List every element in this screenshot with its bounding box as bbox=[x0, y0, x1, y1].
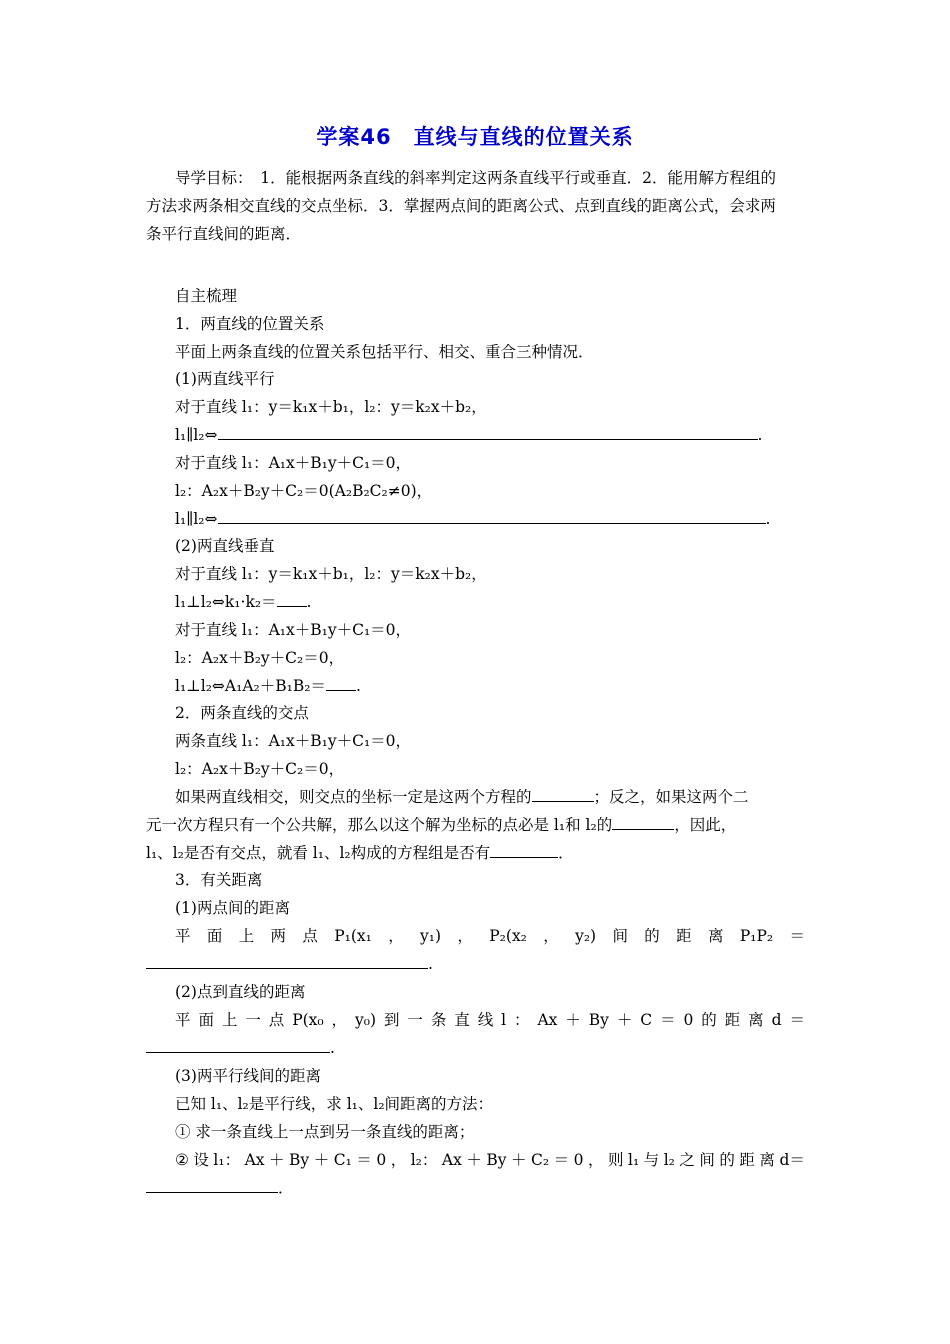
formula-token: Ax bbox=[441, 1151, 462, 1169]
formula-token: P₁(x₁ bbox=[334, 927, 372, 945]
formula-token: ， bbox=[390, 1151, 407, 1169]
formula-token: 面 bbox=[206, 927, 223, 945]
answer-blank[interactable] bbox=[326, 676, 356, 691]
formula-token: 0 bbox=[573, 1151, 584, 1169]
formula-token: d bbox=[771, 1011, 782, 1029]
formula-token: 离 bbox=[748, 1011, 764, 1029]
s3-d3-line-1: 已知 l₁、l₂是平行线，求 l₁、l₂间距离的方法： bbox=[175, 1095, 494, 1113]
formula-token: ， bbox=[457, 927, 473, 945]
formula-token: By bbox=[588, 1011, 609, 1029]
s3-d1-answer-line: . bbox=[146, 954, 806, 974]
formula-token: ＋ bbox=[510, 1151, 527, 1169]
cond-text: l₁∥l₂⇔ bbox=[175, 510, 218, 528]
answer-blank[interactable] bbox=[146, 954, 428, 969]
formula-token: 到 bbox=[383, 1011, 400, 1029]
formula-token: P₂(x₂ bbox=[489, 927, 527, 945]
formula-token: By bbox=[289, 1151, 310, 1169]
formula-token: ， bbox=[587, 1151, 604, 1169]
formula-token: ： bbox=[514, 1011, 530, 1029]
s3-d1-heading: (1)两点间的距离 bbox=[175, 899, 290, 917]
s3-d3-answer-line bbox=[146, 1178, 806, 1198]
s1-parallel-heading: (1)两直线平行 bbox=[175, 370, 275, 388]
formula-token: 平 bbox=[175, 1011, 191, 1029]
answer-blank[interactable] bbox=[146, 1038, 330, 1053]
answer-blank[interactable] bbox=[532, 787, 594, 802]
formula-token: y₀) bbox=[354, 1011, 377, 1029]
s3-d3-heading: (3)两平行线间的距离 bbox=[175, 1067, 321, 1085]
formula-token: 一 bbox=[245, 1011, 261, 1029]
s1-parallel-line-1: 对于直线 l₁：y＝k₁x＋b₁，l₂：y＝k₂x＋b₂， bbox=[175, 398, 487, 416]
goals-line-2: 方法求两条相交直线的交点坐标．3．掌握两点间的距离公式、点到直线的距离公式，会求两 bbox=[146, 197, 776, 215]
formula-token: 离 bbox=[759, 1151, 775, 1169]
formula-token: 与 bbox=[643, 1151, 660, 1169]
formula-token: y₂) bbox=[575, 927, 597, 945]
s1-perp-heading: (2)两直线垂直 bbox=[175, 537, 275, 555]
cond-text: l₁⊥l₂⇔A₁A₂＋B₁B₂＝ bbox=[175, 677, 326, 695]
end-dot: ． bbox=[278, 1179, 294, 1197]
formula-token: ＝ bbox=[660, 1011, 676, 1029]
s3-d2-answer-line: . bbox=[146, 1038, 806, 1058]
answer-blank[interactable] bbox=[218, 509, 766, 524]
formula-token: 直 bbox=[454, 1011, 470, 1029]
s2-para-line-3 bbox=[146, 843, 806, 863]
formula-token: ， bbox=[331, 1011, 348, 1029]
formula-token: ② bbox=[175, 1151, 189, 1169]
formula-token: l₁ bbox=[628, 1151, 640, 1169]
formula-token: 距 bbox=[724, 1011, 741, 1029]
formula-token: 点 bbox=[268, 1011, 285, 1029]
formula-token: 一 bbox=[407, 1011, 423, 1029]
s1-perp-line-2: 对于直线 l₁：A₁x＋B₁y＋C₁＝0， bbox=[175, 621, 412, 639]
formula-token: C₂ bbox=[531, 1151, 550, 1169]
formula-token: C₁ bbox=[333, 1151, 352, 1169]
s2-text-f: ． bbox=[558, 844, 574, 862]
formula-token: ＋ bbox=[616, 1011, 633, 1029]
formula-token: 的 bbox=[644, 927, 660, 945]
formula-token: 两 bbox=[270, 927, 287, 945]
formula-token: d＝ bbox=[779, 1151, 805, 1169]
answer-blank[interactable] bbox=[218, 425, 758, 440]
s2-text-d: ，因此， bbox=[674, 816, 737, 834]
s1-perp-line-3: l₂：A₂x＋B₂y＋C₂＝0， bbox=[175, 649, 345, 667]
s3-d2-heading: (2)点到直线的距离 bbox=[175, 983, 306, 1001]
s3-d2-formula-line bbox=[175, 1010, 805, 1030]
formula-token: P(x₀ bbox=[292, 1011, 324, 1029]
formula-token: 点 bbox=[302, 927, 318, 945]
s3-d3-formula-line bbox=[175, 1150, 805, 1170]
formula-token: ， bbox=[543, 927, 559, 945]
s2-text-c: 元一次方程只有一个公共解，那么以这个解为坐标的点必是 l₁和 l₂的 bbox=[146, 816, 613, 834]
formula-token: 间 bbox=[699, 1151, 715, 1169]
formula-token: 距 bbox=[739, 1151, 755, 1169]
formula-token: ＝ bbox=[553, 1151, 570, 1169]
s2-para-line-1 bbox=[175, 787, 835, 807]
formula-token: ＋ bbox=[466, 1151, 482, 1169]
formula-token: 0 bbox=[376, 1151, 387, 1169]
s1-perp-line-1: 对于直线 l₁：y＝k₁x＋b₁，l₂：y＝k₂x＋b₂， bbox=[175, 565, 487, 583]
s3-heading: 3．有关距离 bbox=[175, 871, 263, 889]
formula-token: 平 bbox=[175, 927, 191, 945]
formula-token: P₁P₂ bbox=[739, 927, 774, 945]
cond-text: l₁∥l₂⇔ bbox=[175, 426, 218, 444]
page-title: 学案46 直线与直线的位置关系 bbox=[316, 125, 634, 149]
s2-text-e: l₁、l₂是否有交点，就看 l₁、l₂构成的方程组是否有 bbox=[146, 844, 491, 862]
s2-line-2: l₂：A₂x＋B₂y＋C₂＝0， bbox=[175, 760, 345, 778]
formula-token: By bbox=[486, 1151, 507, 1169]
formula-token: 上 bbox=[221, 1011, 238, 1029]
answer-blank[interactable] bbox=[146, 1178, 278, 1193]
goals-line-1: 导学目标： 1．能根据两条直线的斜率判定这两条直线平行或垂直．2．能用解方程组的 bbox=[175, 169, 776, 187]
s2-heading: 2．两条直线的交点 bbox=[175, 704, 309, 722]
s3-d1-formula-line bbox=[175, 926, 805, 946]
s2-para-line-2 bbox=[146, 815, 806, 835]
formula-token: y₁) bbox=[420, 927, 442, 945]
formula-token: 面 bbox=[198, 1011, 214, 1029]
section-heading: 自主梳理 bbox=[175, 287, 238, 305]
formula-token: Ax bbox=[244, 1151, 265, 1169]
s2-line-1: 两条直线 l₁：A₁x＋B₁y＋C₁＝0， bbox=[175, 732, 412, 750]
formula-token: 的 bbox=[719, 1151, 735, 1169]
formula-token: l₂ bbox=[663, 1151, 675, 1169]
formula-token: ＋ bbox=[313, 1151, 330, 1169]
formula-token: 的 bbox=[701, 1011, 717, 1029]
formula-token: 则 bbox=[607, 1151, 624, 1169]
formula-token: 设 bbox=[193, 1151, 209, 1169]
goals-line-3: 条平行直线间的距离． bbox=[146, 225, 302, 243]
s1-intro: 平面上两条直线的位置关系包括平行、相交、重合三种情况． bbox=[175, 343, 594, 361]
formula-token: Ax bbox=[537, 1011, 558, 1029]
formula-token: l₁： bbox=[213, 1151, 241, 1169]
answer-blank[interactable] bbox=[490, 843, 558, 858]
s1-perp-cond-2: l₁⊥l₂⇔A₁A₂＋B₁B₂＝ . bbox=[175, 677, 361, 695]
formula-token: ＋ bbox=[269, 1151, 285, 1169]
s1-perp-cond-1: l₁⊥l₂⇔k₁·k₂＝ . bbox=[175, 593, 312, 611]
s1-parallel-line-2: 对于直线 l₁：A₁x＋B₁y＋C₁＝0， bbox=[175, 454, 412, 472]
formula-token: C bbox=[640, 1011, 653, 1029]
s1-parallel-line-3: l₂：A₂x＋B₂y＋C₂＝0(A₂B₂C₂≠0)， bbox=[175, 482, 433, 500]
cond-text: l₁⊥l₂⇔k₁·k₂＝ bbox=[175, 593, 277, 611]
s3-d3-line-2: ① 求一条直线上一点到另一条直线的距离； bbox=[175, 1123, 475, 1141]
formula-token: ＝ bbox=[356, 1151, 372, 1169]
s1-parallel-cond-1: l₁∥l₂⇔ . bbox=[175, 426, 763, 444]
formula-token: 条 bbox=[430, 1011, 447, 1029]
formula-token: 距 bbox=[676, 927, 692, 945]
formula-token: ＋ bbox=[565, 1011, 581, 1029]
formula-token: l bbox=[501, 1011, 507, 1029]
formula-token: 离 bbox=[707, 927, 724, 945]
formula-token: ， bbox=[388, 927, 404, 945]
s2-text-b: ；反之，如果这两个二 bbox=[593, 788, 749, 806]
s1-heading: 1．两直线的位置关系 bbox=[175, 315, 325, 333]
answer-blank[interactable] bbox=[277, 592, 307, 607]
formula-token: 线 bbox=[477, 1011, 494, 1029]
formula-token: 0 bbox=[683, 1011, 694, 1029]
s2-text-a: 如果两直线相交，则交点的坐标一定是这两个方程的 bbox=[175, 788, 532, 806]
formula-token: 间 bbox=[612, 927, 628, 945]
formula-token: ＝ bbox=[789, 1011, 805, 1029]
formula-token: 上 bbox=[238, 927, 255, 945]
formula-token: 之 bbox=[679, 1151, 695, 1169]
formula-token: l₂： bbox=[410, 1151, 438, 1169]
s1-parallel-cond-2: l₁∥l₂⇔ . bbox=[175, 510, 771, 528]
answer-blank[interactable] bbox=[612, 815, 674, 830]
formula-token: ＝ bbox=[789, 927, 805, 945]
